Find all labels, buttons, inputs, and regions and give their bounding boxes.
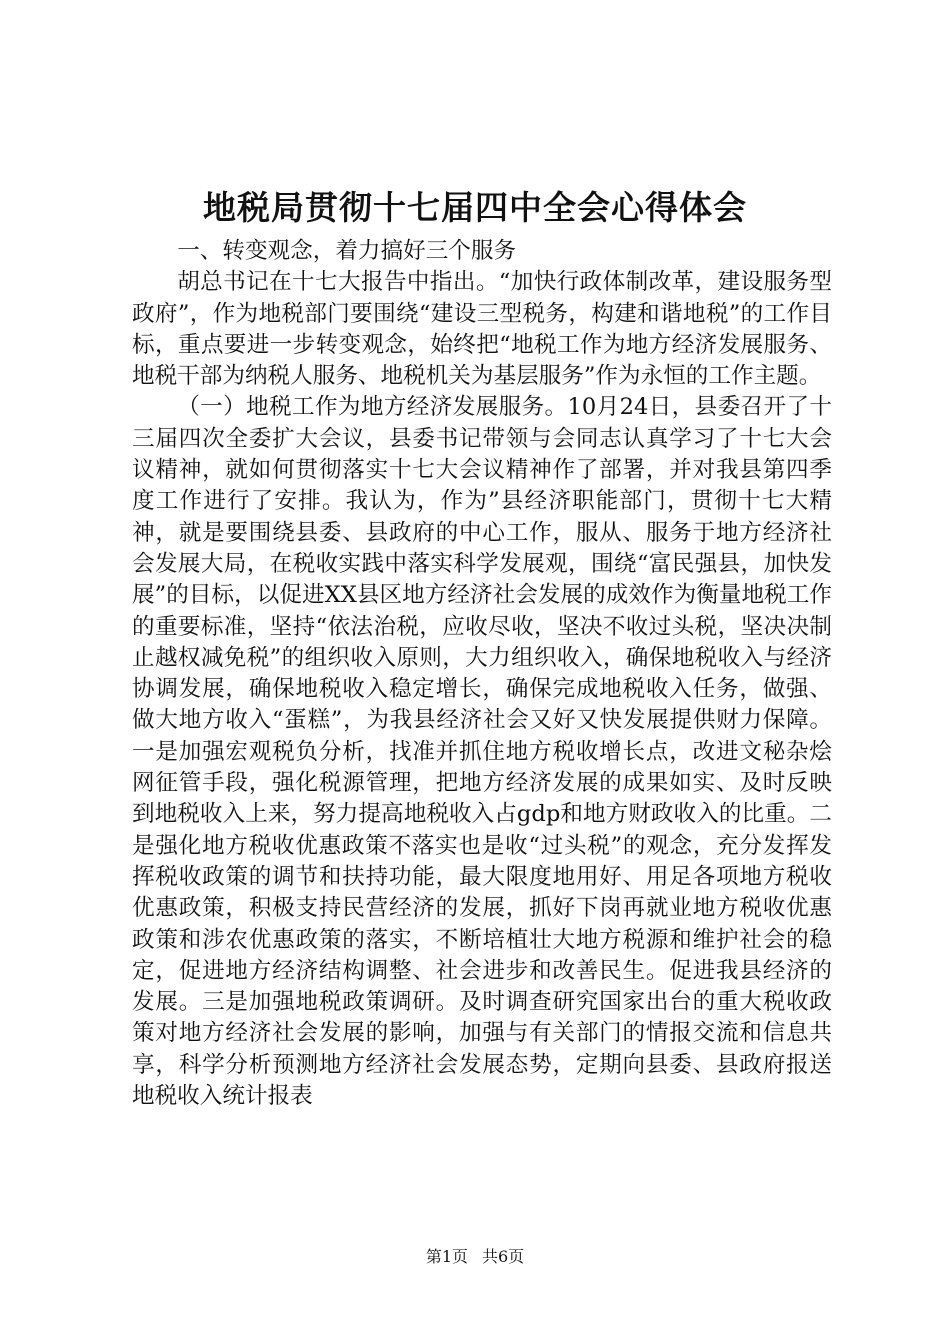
page-number: 第1页	[425, 1247, 468, 1266]
paragraph: （一）地税工作为地方经济发展服务。10月24日，县委召开了十三届四次全委扩大会议，县委书记带领与会同志认真学习了十七大会议精神，就如何贯彻落实十七大会议精神作了部署，并对我县第四季度工作进行了安排。我认为，作为”县经济职能部门，贯彻十七大精神，就是要围绕县委、县政府的中心工作，服从、服务于地方经济社会发展大局，在税收实践中落实科学发展观，围绕“富民强县，加快发展”的目标，以促进XX县区地方经济社会发展的成效作为衡量地税工作的重要标准，坚持“依法治税，应收尽收，坚决不收过头税，坚决决制止越权减免税”的组织收入原则，大力组织收入，确保地税收入与经济协调发展，确保地税收入稳定增长，确保完成地税收入任务，做强、做大地方收入“蛋糕”，为我县经济社会又好又快发展提供财力保障。一是加强宏观税负分析，找准并抓住地方税收增长点，改进文秘杂烩网征管手段，强化税源管理，把地方经济发展的成果如实、及时反映到地税收入上来，努力提高地税收入占gdp和地方财政收入的比重。二是强化地方税收优惠政策不落实也是收“过头税”的观念，充分发挥发挥税收政策的调节和扶持功能，最大限度地用好、用足各项地方税收优惠政策，积极支持民营经济的发展，抓好下岗再就业地方税收优惠政策和涉农优惠政策的落实，不断培植壮大地方税源和维护社会的稳定，促进地方经济结构调整、社会进步和改善民生。促进我县经济的发展。三是加强地税政策调研。及时调查研究国家出台的重大税收政策对地方经济社会发展的影响，加强与有关部门的情报交流和信息共享，科学分析预测地方经济社会发展态势，定期向县委、县政府报送地税收入统计报表	[132, 394, 832, 1110]
page-footer	[0, 1245, 950, 1269]
document-title: 地税局贯彻十七届四中全会心得体会	[203, 188, 747, 227]
document-body	[132, 236, 832, 1112]
page-total: 共6页	[482, 1247, 525, 1266]
section-heading: 一、转变观念，着力搞好三个服务	[177, 238, 517, 264]
paragraph: 胡总书记在十七大报告中指出。“加快行政体制改革，建设服务型政府”，作为地税部门要围绕“建设三型税务，构建和谐地税”的工作目标，重点要进一步转变观念，始终把“地税工作为地方经济发展服务、地税干部为纳税人服务、地税机关为基层服务”作为永恒的工作主题。	[132, 269, 832, 390]
